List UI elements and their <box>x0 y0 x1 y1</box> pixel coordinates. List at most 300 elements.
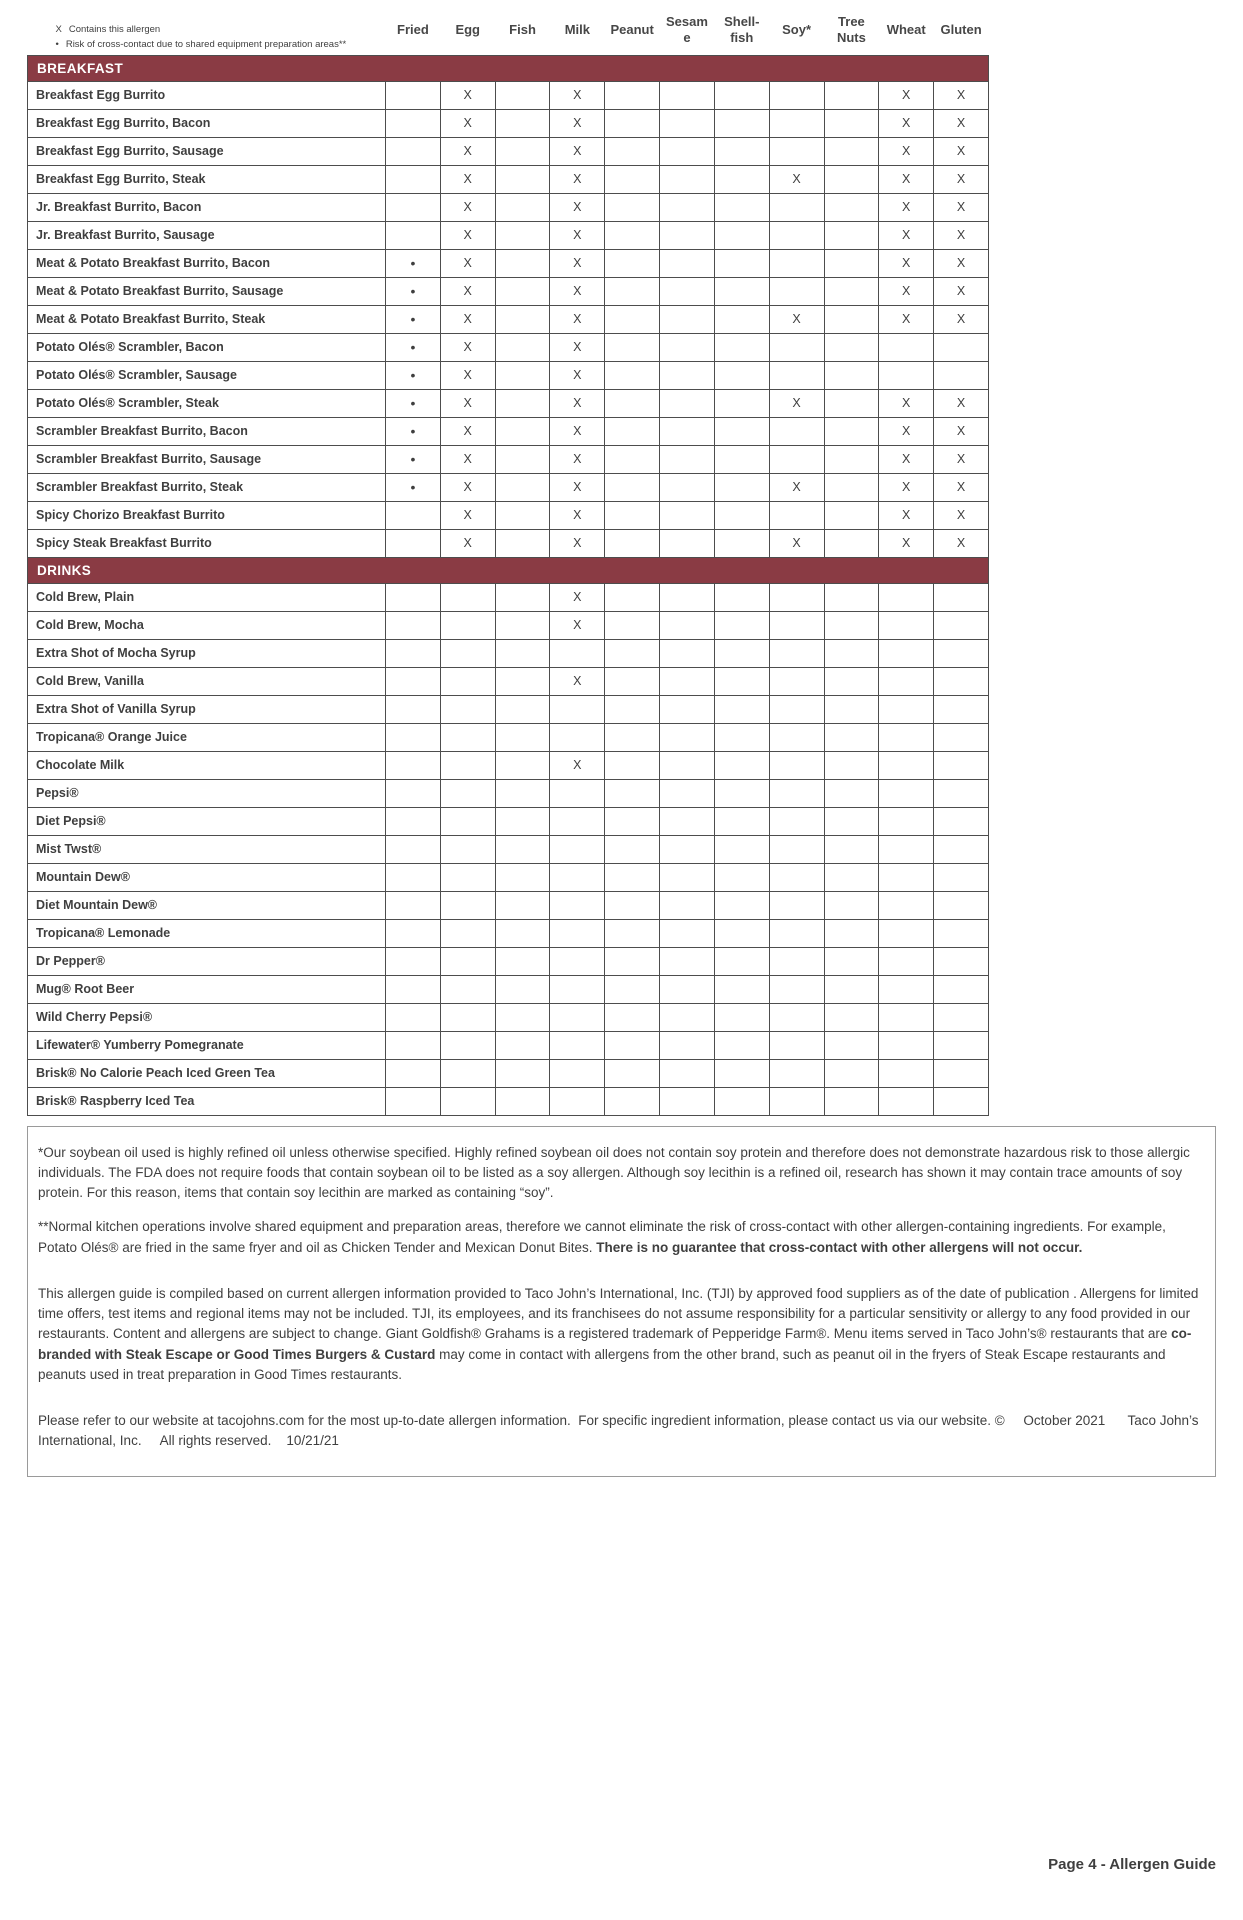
section-row <box>28 55 989 81</box>
allergen-mark-cell <box>605 109 660 137</box>
allergen-mark-cell <box>605 835 660 863</box>
allergen-mark-cell <box>879 807 934 835</box>
allergen-mark-cell <box>714 975 769 1003</box>
allergen-mark-cell: X <box>934 389 989 417</box>
allergen-mark-cell <box>714 1003 769 1031</box>
table-row <box>28 919 989 947</box>
allergen-mark-cell <box>605 1031 660 1059</box>
allergen-mark-cell <box>879 751 934 779</box>
allergen-mark-cell <box>714 695 769 723</box>
allergen-mark-cell <box>386 109 441 137</box>
allergen-mark-cell <box>714 165 769 193</box>
allergen-mark-cell <box>769 137 824 165</box>
item-name-cell: Brisk® No Calorie Peach Iced Green Tea <box>28 1059 386 1087</box>
allergen-mark-cell <box>824 583 879 611</box>
allergen-mark-cell <box>934 751 989 779</box>
allergen-mark-cell <box>550 1059 605 1087</box>
table-row <box>28 81 989 109</box>
allergen-mark-cell <box>824 807 879 835</box>
allergen-mark-cell <box>660 389 715 417</box>
allergen-mark-cell <box>550 639 605 667</box>
allergen-mark-cell <box>769 639 824 667</box>
allergen-mark-cell: X <box>440 81 495 109</box>
item-name-cell: Extra Shot of Mocha Syrup <box>28 639 386 667</box>
allergen-mark-cell <box>495 611 550 639</box>
allergen-mark-cell <box>605 249 660 277</box>
allergen-mark-cell <box>879 611 934 639</box>
allergen-mark-cell <box>824 863 879 891</box>
allergen-mark-cell <box>714 667 769 695</box>
allergen-mark-cell: X <box>440 501 495 529</box>
allergen-mark-cell <box>440 807 495 835</box>
allergen-mark-cell <box>605 417 660 445</box>
allergen-mark-cell <box>934 835 989 863</box>
allergen-mark-cell <box>495 947 550 975</box>
allergen-mark-cell <box>934 1087 989 1115</box>
allergen-mark-cell <box>660 723 715 751</box>
footnote-paragraph: **Normal kitchen operations involve shared equipment and preparation areas, therefore we cannot eliminate the risk of cross-contact with other allergen-containing ingredients. For example, Potato Olés® are fried in the same fryer and oil as Chicken Tender and Mexican Donut Bites. There is no guarantee that cross-contact with other allergens will not occur. <box>38 1219 1170 1255</box>
item-name-cell: Tropicana® Orange Juice <box>28 723 386 751</box>
allergen-mark-cell: X <box>879 389 934 417</box>
allergen-mark-cell: X <box>550 277 605 305</box>
allergen-mark-cell: X <box>879 81 934 109</box>
footnotes <box>27 1126 1216 1477</box>
allergen-mark-cell <box>605 529 660 557</box>
allergen-mark-cell <box>769 723 824 751</box>
allergen-mark-cell <box>824 835 879 863</box>
legend-bullet-note <box>56 39 386 50</box>
allergen-mark-cell <box>660 81 715 109</box>
item-name-cell: Pepsi® <box>28 779 386 807</box>
allergen-mark-cell <box>495 277 550 305</box>
allergen-mark-cell: X <box>550 667 605 695</box>
allergen-mark-cell <box>824 109 879 137</box>
allergen-mark-cell <box>934 975 989 1003</box>
allergen-mark-cell <box>605 81 660 109</box>
allergen-mark-cell <box>495 583 550 611</box>
allergen-mark-cell <box>714 501 769 529</box>
column-header: Shell-fish <box>724 14 760 46</box>
allergen-mark-cell <box>714 305 769 333</box>
allergen-mark-cell: X <box>440 249 495 277</box>
allergen-mark-cell <box>660 333 715 361</box>
allergen-mark-cell: X <box>550 751 605 779</box>
allergen-mark-cell <box>824 137 879 165</box>
item-name-cell: Breakfast Egg Burrito, Steak <box>28 165 386 193</box>
table-row <box>28 389 989 417</box>
allergen-mark-cell: X <box>550 361 605 389</box>
allergen-mark-cell <box>660 1003 715 1031</box>
legend-bullet-text: Risk of cross-contact due to shared equipment preparation areas** <box>65 39 347 50</box>
allergen-mark-cell: X <box>550 445 605 473</box>
allergen-mark-cell <box>824 277 879 305</box>
allergen-mark-cell: X <box>440 221 495 249</box>
item-name-cell: Breakfast Egg Burrito <box>28 81 386 109</box>
table-row <box>28 109 989 137</box>
allergen-mark-cell <box>824 81 879 109</box>
allergen-mark-cell: • <box>386 473 441 501</box>
item-name-cell: Spicy Chorizo Breakfast Burrito <box>28 501 386 529</box>
allergen-mark-cell: X <box>550 583 605 611</box>
item-name-cell: Potato Olés® Scrambler, Steak <box>28 389 386 417</box>
allergen-mark-cell <box>769 835 824 863</box>
table-row <box>28 947 989 975</box>
allergen-mark-cell <box>769 361 824 389</box>
table-row <box>28 165 989 193</box>
allergen-mark-cell <box>879 361 934 389</box>
item-name-cell: Tropicana® Lemonade <box>28 919 386 947</box>
allergen-mark-cell <box>440 1087 495 1115</box>
allergen-mark-cell <box>550 695 605 723</box>
allergen-mark-cell <box>660 1059 715 1087</box>
allergen-mark-cell <box>386 529 441 557</box>
item-name-cell: Cold Brew, Plain <box>28 583 386 611</box>
footnote-paragraph: Please refer to our website at tacojohns.com for the most up-to-date allergen information. For specific ingredient information, please contact us via our website. © October 2021 Taco John’s International, Inc. All rights reserved. 10/21/21 <box>38 1413 1203 1449</box>
allergen-mark-cell: X <box>550 249 605 277</box>
allergen-mark-cell: X <box>550 193 605 221</box>
table-row <box>28 1059 989 1087</box>
item-name-cell: Mountain Dew® <box>28 863 386 891</box>
allergen-mark-cell <box>605 1003 660 1031</box>
allergen-mark-cell <box>495 249 550 277</box>
allergen-mark-cell <box>934 779 989 807</box>
item-name-cell: Brisk® Raspberry Iced Tea <box>28 1087 386 1115</box>
allergen-mark-cell <box>660 919 715 947</box>
allergen-mark-cell <box>440 667 495 695</box>
allergen-mark-cell <box>605 639 660 667</box>
allergen-mark-cell <box>386 835 441 863</box>
allergen-mark-cell <box>714 583 769 611</box>
allergen-mark-cell <box>769 975 824 1003</box>
allergen-mark-cell: X <box>934 445 989 473</box>
item-name-cell: Dr Pepper® <box>28 947 386 975</box>
allergen-mark-cell <box>386 779 441 807</box>
allergen-mark-cell: X <box>550 611 605 639</box>
allergen-mark-cell <box>824 221 879 249</box>
allergen-mark-cell <box>386 639 441 667</box>
allergen-mark-cell: X <box>550 389 605 417</box>
allergen-mark-cell: X <box>440 137 495 165</box>
allergen-mark-cell <box>495 975 550 1003</box>
allergen-mark-cell <box>934 333 989 361</box>
allergen-mark-cell <box>605 667 660 695</box>
item-name-cell: Scrambler Breakfast Burrito, Steak <box>28 473 386 501</box>
allergen-mark-cell <box>660 305 715 333</box>
allergen-mark-cell <box>495 193 550 221</box>
allergen-mark-cell <box>605 473 660 501</box>
allergen-mark-cell <box>824 891 879 919</box>
allergen-mark-cell <box>440 695 495 723</box>
allergen-mark-cell <box>714 611 769 639</box>
allergen-mark-cell <box>495 723 550 751</box>
allergen-mark-cell <box>824 165 879 193</box>
table-row <box>28 333 989 361</box>
allergen-mark-cell <box>660 529 715 557</box>
allergen-mark-cell <box>660 1031 715 1059</box>
allergen-mark-cell <box>714 333 769 361</box>
table-row <box>28 529 989 557</box>
allergen-mark-cell <box>769 779 824 807</box>
allergen-mark-cell <box>605 165 660 193</box>
item-name-cell: Potato Olés® Scrambler, Sausage <box>28 361 386 389</box>
allergen-mark-cell <box>714 277 769 305</box>
allergen-mark-cell <box>769 81 824 109</box>
table-row <box>28 695 989 723</box>
allergen-mark-cell <box>495 835 550 863</box>
item-name-cell: Breakfast Egg Burrito, Sausage <box>28 137 386 165</box>
allergen-mark-cell <box>769 417 824 445</box>
allergen-mark-cell <box>660 751 715 779</box>
allergen-mark-cell: X <box>934 81 989 109</box>
allergen-mark-cell <box>660 417 715 445</box>
allergen-mark-cell: X <box>879 473 934 501</box>
allergen-mark-cell <box>934 1059 989 1087</box>
allergen-mark-cell <box>714 1059 769 1087</box>
item-name-cell: Scrambler Breakfast Burrito, Sausage <box>28 445 386 473</box>
table-row <box>28 807 989 835</box>
allergen-mark-cell: • <box>386 389 441 417</box>
allergen-mark-cell <box>605 361 660 389</box>
allergen-mark-cell <box>605 807 660 835</box>
table-row <box>28 891 989 919</box>
legend <box>28 14 386 55</box>
allergen-mark-cell <box>605 277 660 305</box>
allergen-mark-cell: X <box>440 305 495 333</box>
allergen-mark-cell <box>769 891 824 919</box>
allergen-mark-cell <box>824 1087 879 1115</box>
allergen-mark-cell <box>714 249 769 277</box>
item-name-cell: Extra Shot of Vanilla Syrup <box>28 695 386 723</box>
allergen-mark-cell: X <box>934 277 989 305</box>
allergen-mark-cell <box>495 389 550 417</box>
allergen-mark-cell <box>495 501 550 529</box>
allergen-mark-cell <box>605 863 660 891</box>
column-header: Gluten <box>940 22 982 38</box>
allergen-mark-cell <box>660 193 715 221</box>
table-row <box>28 305 989 333</box>
table-row <box>28 221 989 249</box>
allergen-mark-cell: X <box>769 389 824 417</box>
allergen-mark-cell <box>714 807 769 835</box>
allergen-mark-cell <box>550 835 605 863</box>
allergen-mark-cell <box>386 221 441 249</box>
allergen-mark-cell <box>934 863 989 891</box>
allergen-mark-cell <box>605 305 660 333</box>
allergen-mark-cell <box>660 639 715 667</box>
column-header: Fish <box>509 22 536 38</box>
allergen-mark-cell <box>934 919 989 947</box>
allergen-mark-cell <box>386 81 441 109</box>
allergen-mark-cell: X <box>440 333 495 361</box>
allergen-mark-cell <box>769 1003 824 1031</box>
allergen-mark-cell <box>660 807 715 835</box>
allergen-mark-cell: X <box>769 529 824 557</box>
allergen-mark-cell <box>769 277 824 305</box>
allergen-mark-cell <box>440 1031 495 1059</box>
column-header: Peanut <box>610 22 654 38</box>
allergen-mark-cell <box>714 193 769 221</box>
allergen-mark-cell <box>440 947 495 975</box>
allergen-mark-cell <box>769 695 824 723</box>
allergen-mark-cell <box>769 501 824 529</box>
allergen-mark-cell <box>824 473 879 501</box>
allergen-mark-cell <box>550 863 605 891</box>
table-row <box>28 361 989 389</box>
item-name-cell: Meat & Potato Breakfast Burrito, Bacon <box>28 249 386 277</box>
allergen-mark-cell <box>550 919 605 947</box>
allergen-mark-cell <box>386 695 441 723</box>
item-name-cell: Chocolate Milk <box>28 751 386 779</box>
column-header: Sesame <box>666 14 708 46</box>
allergen-mark-cell <box>714 529 769 557</box>
allergen-mark-cell: X <box>879 193 934 221</box>
allergen-mark-cell <box>605 695 660 723</box>
allergen-mark-cell <box>660 361 715 389</box>
allergen-mark-cell <box>495 863 550 891</box>
allergen-mark-cell: X <box>934 193 989 221</box>
allergen-mark-cell <box>386 137 441 165</box>
allergen-mark-cell <box>495 779 550 807</box>
allergen-mark-cell <box>386 1059 441 1087</box>
allergen-mark-cell <box>605 193 660 221</box>
item-name-cell: Lifewater® Yumberry Pomegranate <box>28 1031 386 1059</box>
column-header: Tree Nuts <box>836 14 866 46</box>
allergen-mark-cell <box>714 751 769 779</box>
allergen-mark-cell <box>660 891 715 919</box>
allergen-mark-cell <box>769 611 824 639</box>
cross-contact-symbol: • <box>55 39 59 50</box>
allergen-mark-cell: X <box>550 305 605 333</box>
allergen-mark-cell <box>824 751 879 779</box>
allergen-mark-cell: • <box>386 305 441 333</box>
allergen-mark-cell <box>386 165 441 193</box>
allergen-mark-cell <box>824 779 879 807</box>
allergen-mark-cell: X <box>440 109 495 137</box>
table-row <box>28 1031 989 1059</box>
allergen-mark-cell <box>440 919 495 947</box>
allergen-mark-cell <box>386 583 441 611</box>
table-row <box>28 639 989 667</box>
allergen-mark-cell <box>386 1087 441 1115</box>
allergen-mark-cell <box>769 221 824 249</box>
allergen-mark-cell <box>824 695 879 723</box>
table-row <box>28 583 989 611</box>
allergen-mark-cell: X <box>934 305 989 333</box>
allergen-mark-cell <box>824 361 879 389</box>
table-row <box>28 277 989 305</box>
item-name-cell: Breakfast Egg Burrito, Bacon <box>28 109 386 137</box>
allergen-mark-cell <box>824 723 879 751</box>
allergen-mark-cell <box>660 473 715 501</box>
table-row <box>28 249 989 277</box>
allergen-mark-cell <box>879 779 934 807</box>
allergen-mark-cell: X <box>440 277 495 305</box>
item-name-cell: Mug® Root Beer <box>28 975 386 1003</box>
allergen-mark-cell <box>714 863 769 891</box>
allergen-mark-cell <box>605 583 660 611</box>
allergen-mark-cell: X <box>440 389 495 417</box>
allergen-mark-cell <box>934 583 989 611</box>
section-header-drinks: DRINKS <box>28 557 989 583</box>
item-name-cell: Spicy Steak Breakfast Burrito <box>28 529 386 557</box>
allergen-mark-cell <box>824 1059 879 1087</box>
allergen-mark-cell <box>386 947 441 975</box>
allergen-mark-cell <box>660 277 715 305</box>
allergen-mark-cell <box>440 583 495 611</box>
allergen-mark-cell <box>605 137 660 165</box>
allergen-mark-cell <box>769 109 824 137</box>
item-name-cell: Diet Mountain Dew® <box>28 891 386 919</box>
allergen-mark-cell <box>495 639 550 667</box>
allergen-mark-cell <box>495 1059 550 1087</box>
allergen-mark-cell <box>660 501 715 529</box>
allergen-mark-cell <box>495 81 550 109</box>
allergen-mark-cell <box>824 529 879 557</box>
allergen-mark-cell <box>879 333 934 361</box>
allergen-mark-cell: X <box>879 109 934 137</box>
table-row <box>28 779 989 807</box>
allergen-mark-cell <box>605 389 660 417</box>
allergen-mark-cell <box>495 1031 550 1059</box>
allergen-mark-cell <box>605 779 660 807</box>
allergen-mark-cell <box>824 501 879 529</box>
allergen-mark-cell <box>495 667 550 695</box>
allergen-mark-cell <box>879 1087 934 1115</box>
allergen-mark-cell: X <box>440 529 495 557</box>
allergen-mark-cell <box>934 807 989 835</box>
allergen-mark-cell <box>660 249 715 277</box>
allergen-mark-cell <box>769 333 824 361</box>
allergen-mark-cell <box>714 81 769 109</box>
allergen-mark-cell <box>824 249 879 277</box>
allergen-mark-cell: X <box>934 417 989 445</box>
allergen-mark-cell: X <box>879 249 934 277</box>
allergen-mark-cell <box>660 583 715 611</box>
allergen-mark-cell: X <box>550 165 605 193</box>
allergen-mark-cell: X <box>879 529 934 557</box>
allergen-mark-cell <box>714 1087 769 1115</box>
allergen-mark-cell <box>660 1087 715 1115</box>
allergen-mark-cell <box>714 109 769 137</box>
allergen-mark-cell <box>769 863 824 891</box>
allergen-mark-cell <box>495 751 550 779</box>
column-header: Fried <box>397 22 429 38</box>
column-header: Egg <box>455 22 480 38</box>
allergen-mark-cell: X <box>879 417 934 445</box>
page-footer: Page 4 - Allergen Guide <box>1048 1856 1216 1873</box>
allergen-mark-cell <box>660 165 715 193</box>
item-name-cell: Cold Brew, Mocha <box>28 611 386 639</box>
allergen-mark-cell: X <box>440 165 495 193</box>
allergen-mark-cell <box>660 863 715 891</box>
allergen-mark-cell <box>934 891 989 919</box>
allergen-mark-cell <box>440 1003 495 1031</box>
allergen-mark-cell <box>769 947 824 975</box>
table-row <box>28 723 989 751</box>
allergen-mark-cell <box>386 667 441 695</box>
allergen-mark-cell <box>660 695 715 723</box>
allergen-mark-cell <box>769 1087 824 1115</box>
allergen-mark-cell <box>550 975 605 1003</box>
allergen-mark-cell <box>495 445 550 473</box>
allergen-mark-cell <box>440 611 495 639</box>
allergen-mark-cell: X <box>550 501 605 529</box>
allergen-mark-cell <box>605 611 660 639</box>
allergen-mark-cell <box>550 779 605 807</box>
allergen-mark-cell: X <box>879 501 934 529</box>
allergen-mark-cell <box>605 445 660 473</box>
allergen-mark-cell <box>605 221 660 249</box>
